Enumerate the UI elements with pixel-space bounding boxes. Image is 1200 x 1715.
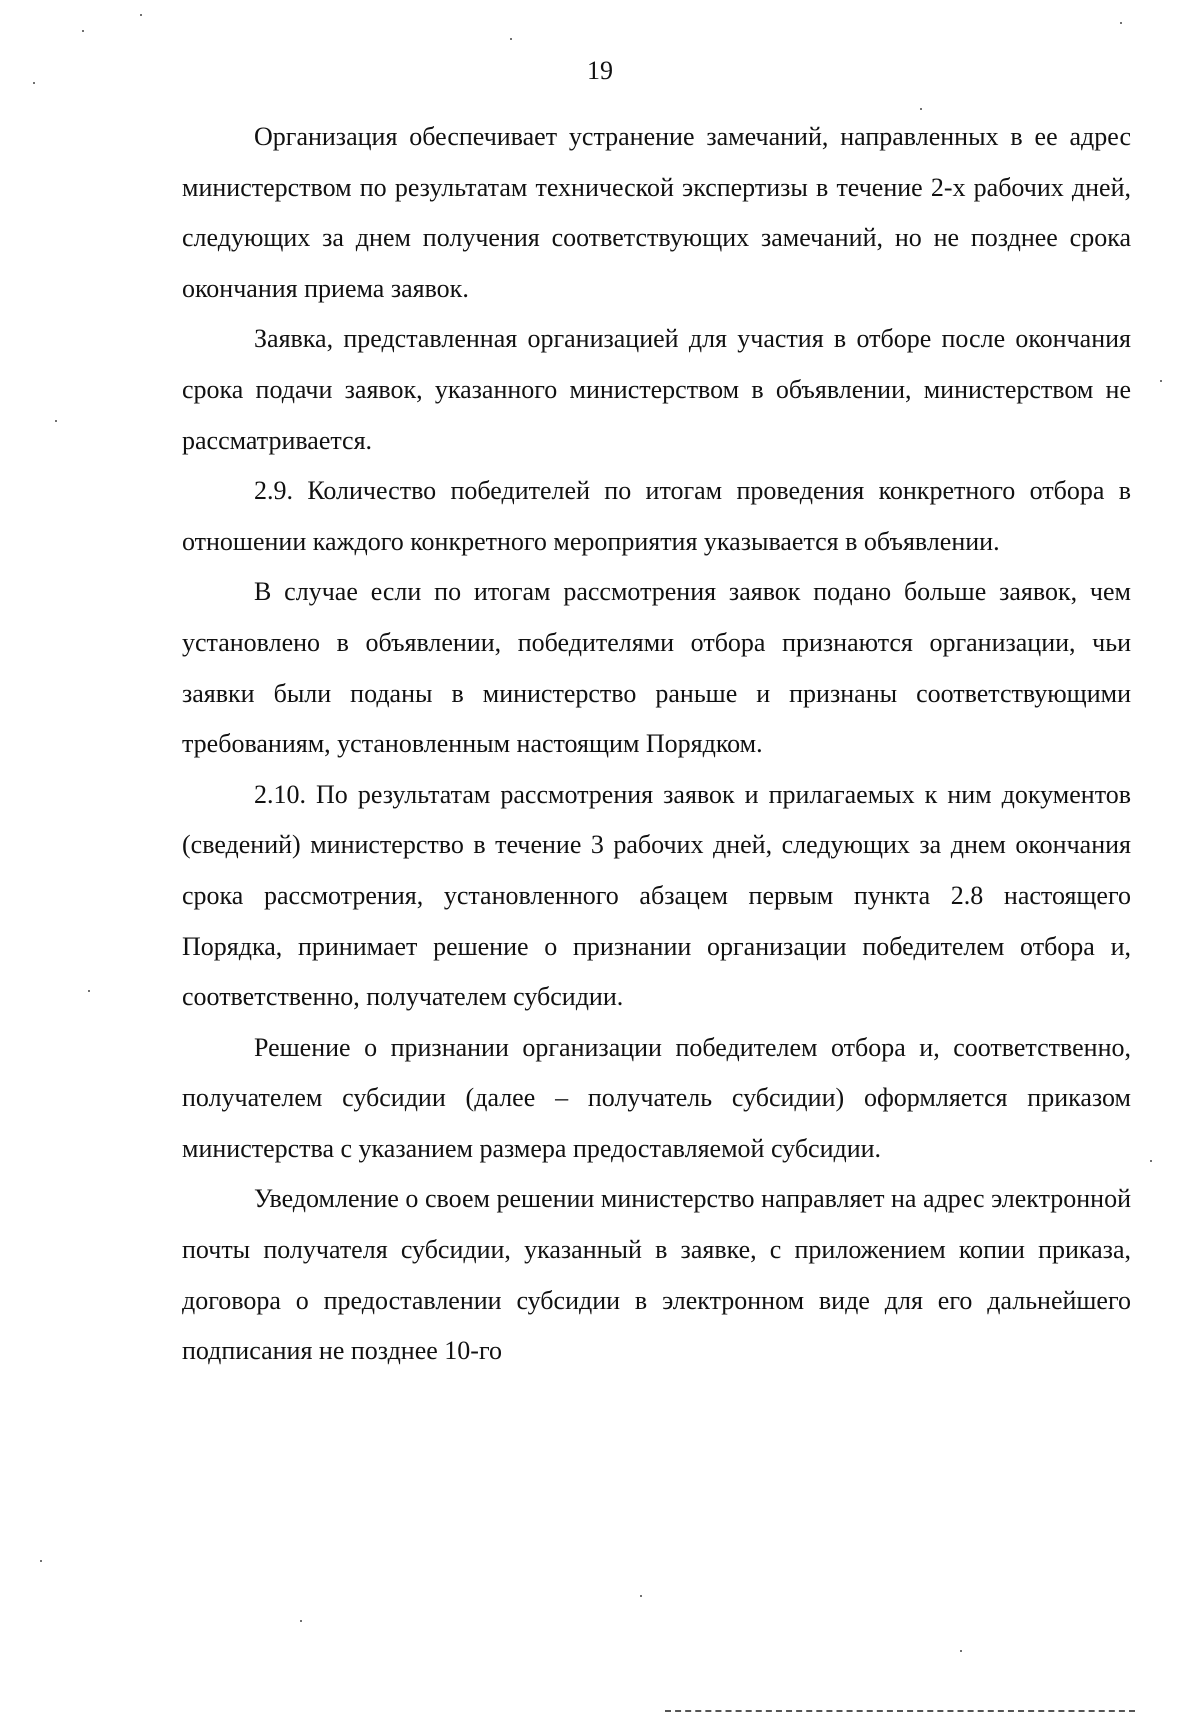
paragraph-notification: Уведомление о своем решении министерство направляет на адрес электронной почты получателя субсидии, указанный в заявке, с приложением копии приказа, договора о предоставлении субсидии в электронном виде для его дальнейшего подписания не позднее 10-го: [182, 1184, 1131, 1366]
scan-speck: [510, 38, 512, 40]
scan-speck: [140, 14, 142, 16]
scan-speck: [300, 1620, 302, 1622]
scan-speck: [1120, 22, 1122, 24]
scan-speck: [1150, 1160, 1152, 1162]
scan-speck: [640, 1595, 642, 1597]
paragraph-decision-order: Решение о признании организации победителем отбора и, соответственно, получателем субсидии (далее – получатель субсидии) оформляется приказом министерства с указанием размера предоставляемой субсидии.: [182, 1032, 1131, 1163]
paragraph-remarks-elimination: Организация обеспечивает устранение замечаний, направленных в ее адрес министерством по результатам технической экспертизы в течение 2-х рабочих дней, следующих за днем получения соответствующих замечаний, но не позднее срока окончания приема заявок.: [182, 122, 1131, 303]
paragraph-2-10-decision: 2.10. По результатам рассмотрения заявок и прилагаемых к ним документов (сведений) министерство в течение 3 рабочих дней, следующих за днем окончания срока рассмотрения, установленного абзацем первым пункта 2.8 настоящего Порядка, принимает решение о признании организации победителем отбора и, соответственно, получателем субсидии.: [182, 779, 1131, 1012]
scan-speck: [40, 1560, 42, 1562]
scan-speck: [960, 1650, 962, 1652]
document-body: [182, 112, 1131, 1377]
bottom-dashed-rule: [665, 1710, 1135, 1712]
scan-speck: [1160, 380, 1162, 382]
scan-speck: [82, 30, 84, 32]
scan-speck: [55, 420, 57, 422]
scan-speck: [920, 108, 922, 110]
scan-speck: [88, 990, 90, 992]
paragraph-2-9-winners-count: 2.9. Количество победителей по итогам проведения конкретного отбора в отношении каждого конкретного мероприятия указывается в объявлении.: [182, 476, 1131, 556]
paragraph-excess-applications: В случае если по итогам рассмотрения заявок подано больше заявок, чем установлено в объявлении, победителями отбора признаются организации, чьи заявки были поданы в министерство раньше и признаны соответствующими требованиям, установленным настоящим Порядком.: [182, 577, 1131, 759]
page-number: 19: [587, 56, 613, 85]
scan-speck: [33, 82, 35, 84]
paragraph-late-application: Заявка, представленная организацией для участия в отборе после окончания срока подачи заявок, указанного министерством в объявлении, министерством не рассматривается.: [182, 324, 1131, 455]
